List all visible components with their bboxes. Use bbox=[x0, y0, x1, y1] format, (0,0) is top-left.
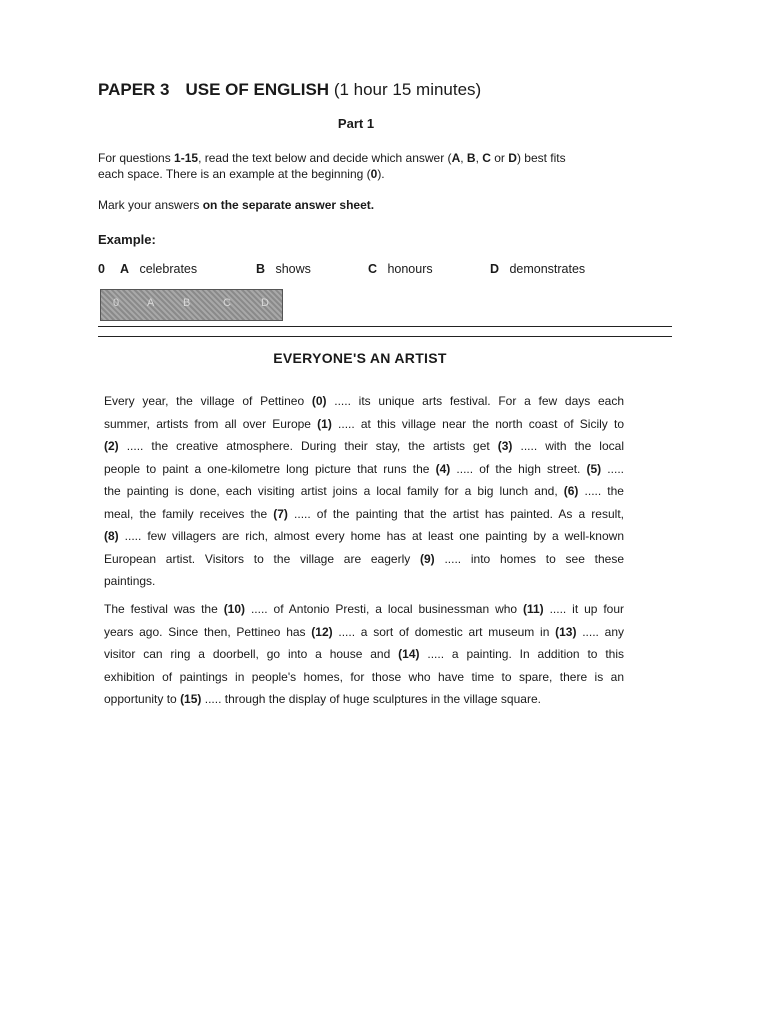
paragraph2-line: visitor can ring a doorbell, go into a house and (14) ..... a painting. In addition to this bbox=[104, 647, 625, 661]
paragraph1-line: the painting is done, each visiting artist joins a local family for a big lunch and, (6) ..... the bbox=[104, 484, 624, 498]
paragraph1-line: European artist. Visitors to the village are eagerly (9) ..... into homes to see these bbox=[104, 551, 625, 566]
instructions: For questions 1-15, read the text below and decide which answer (A, B, C or D) best fits each space. There is an example at the beginning (0). bbox=[98, 151, 566, 181]
paragraph1-line: Every year, the village of Pettineo (0) ..... its unique arts festival. For a few days each bbox=[104, 394, 625, 408]
paragraph-2 bbox=[104, 598, 624, 711]
example-number: 0 bbox=[98, 262, 105, 276]
paragraph1-line: summer, artists from all over Europe (1) ..... at this village near the north coast of Sicily to bbox=[104, 416, 625, 431]
divider-top bbox=[98, 326, 672, 327]
paragraph2-line: The festival was the (10) ..... of Antonio Presti, a local businessman who (11) ..... it up four bbox=[104, 602, 625, 616]
answer-sheet-instruction: Mark your answers on the separate answer sheet. bbox=[98, 198, 375, 212]
paragraph2-line: years ago. Since then, Pettineo has (12) ..... a sort of domestic art museum in (13) ..... any bbox=[104, 624, 624, 639]
paragraph2-line: exhibition of paintings in people's homes, for those who have time to spare, there is an bbox=[104, 669, 624, 684]
example-option-a: A celebrates bbox=[120, 262, 198, 276]
paragraph2-line: opportunity to (15) ..... through the display of huge sculptures in the village square. bbox=[104, 692, 541, 706]
example-option-d: D demonstrates bbox=[490, 262, 586, 276]
paragraph1-line: meal, the family receives the (7) ..... of the painting that the artist has painted. As a result, bbox=[104, 506, 624, 521]
paragraph-1 bbox=[104, 390, 624, 593]
paragraph1-line: people to paint a one-kilometre long picture that runs the (4) ..... of the high street. (5) ..... bbox=[104, 461, 624, 476]
paragraph1-line: (2) ..... the creative atmosphere. During their stay, the artists get (3) ..... with the local bbox=[104, 439, 624, 453]
paper-duration: (1 hour 15 minutes) bbox=[333, 80, 482, 99]
paper-subject: USE OF ENGLISH bbox=[185, 80, 330, 99]
paragraph1-line: paintings. bbox=[104, 574, 156, 588]
text-title: EVERYONE'S AN ARTIST bbox=[273, 350, 447, 366]
example-option-c: C honours bbox=[368, 262, 433, 276]
divider-bottom bbox=[98, 336, 672, 337]
paper-header bbox=[98, 80, 481, 100]
part-heading: Part 1 bbox=[337, 116, 375, 131]
paragraph1-line: (8) ..... few villagers are rich, almost every home has at least one painting by a well-known bbox=[104, 529, 624, 543]
example-options bbox=[98, 262, 618, 280]
example-label: Example: bbox=[98, 232, 156, 247]
paper-number: PAPER 3 bbox=[98, 80, 170, 99]
example-answer-sheet: 0 A B C D bbox=[100, 289, 283, 321]
example-option-b: B shows bbox=[256, 262, 311, 276]
